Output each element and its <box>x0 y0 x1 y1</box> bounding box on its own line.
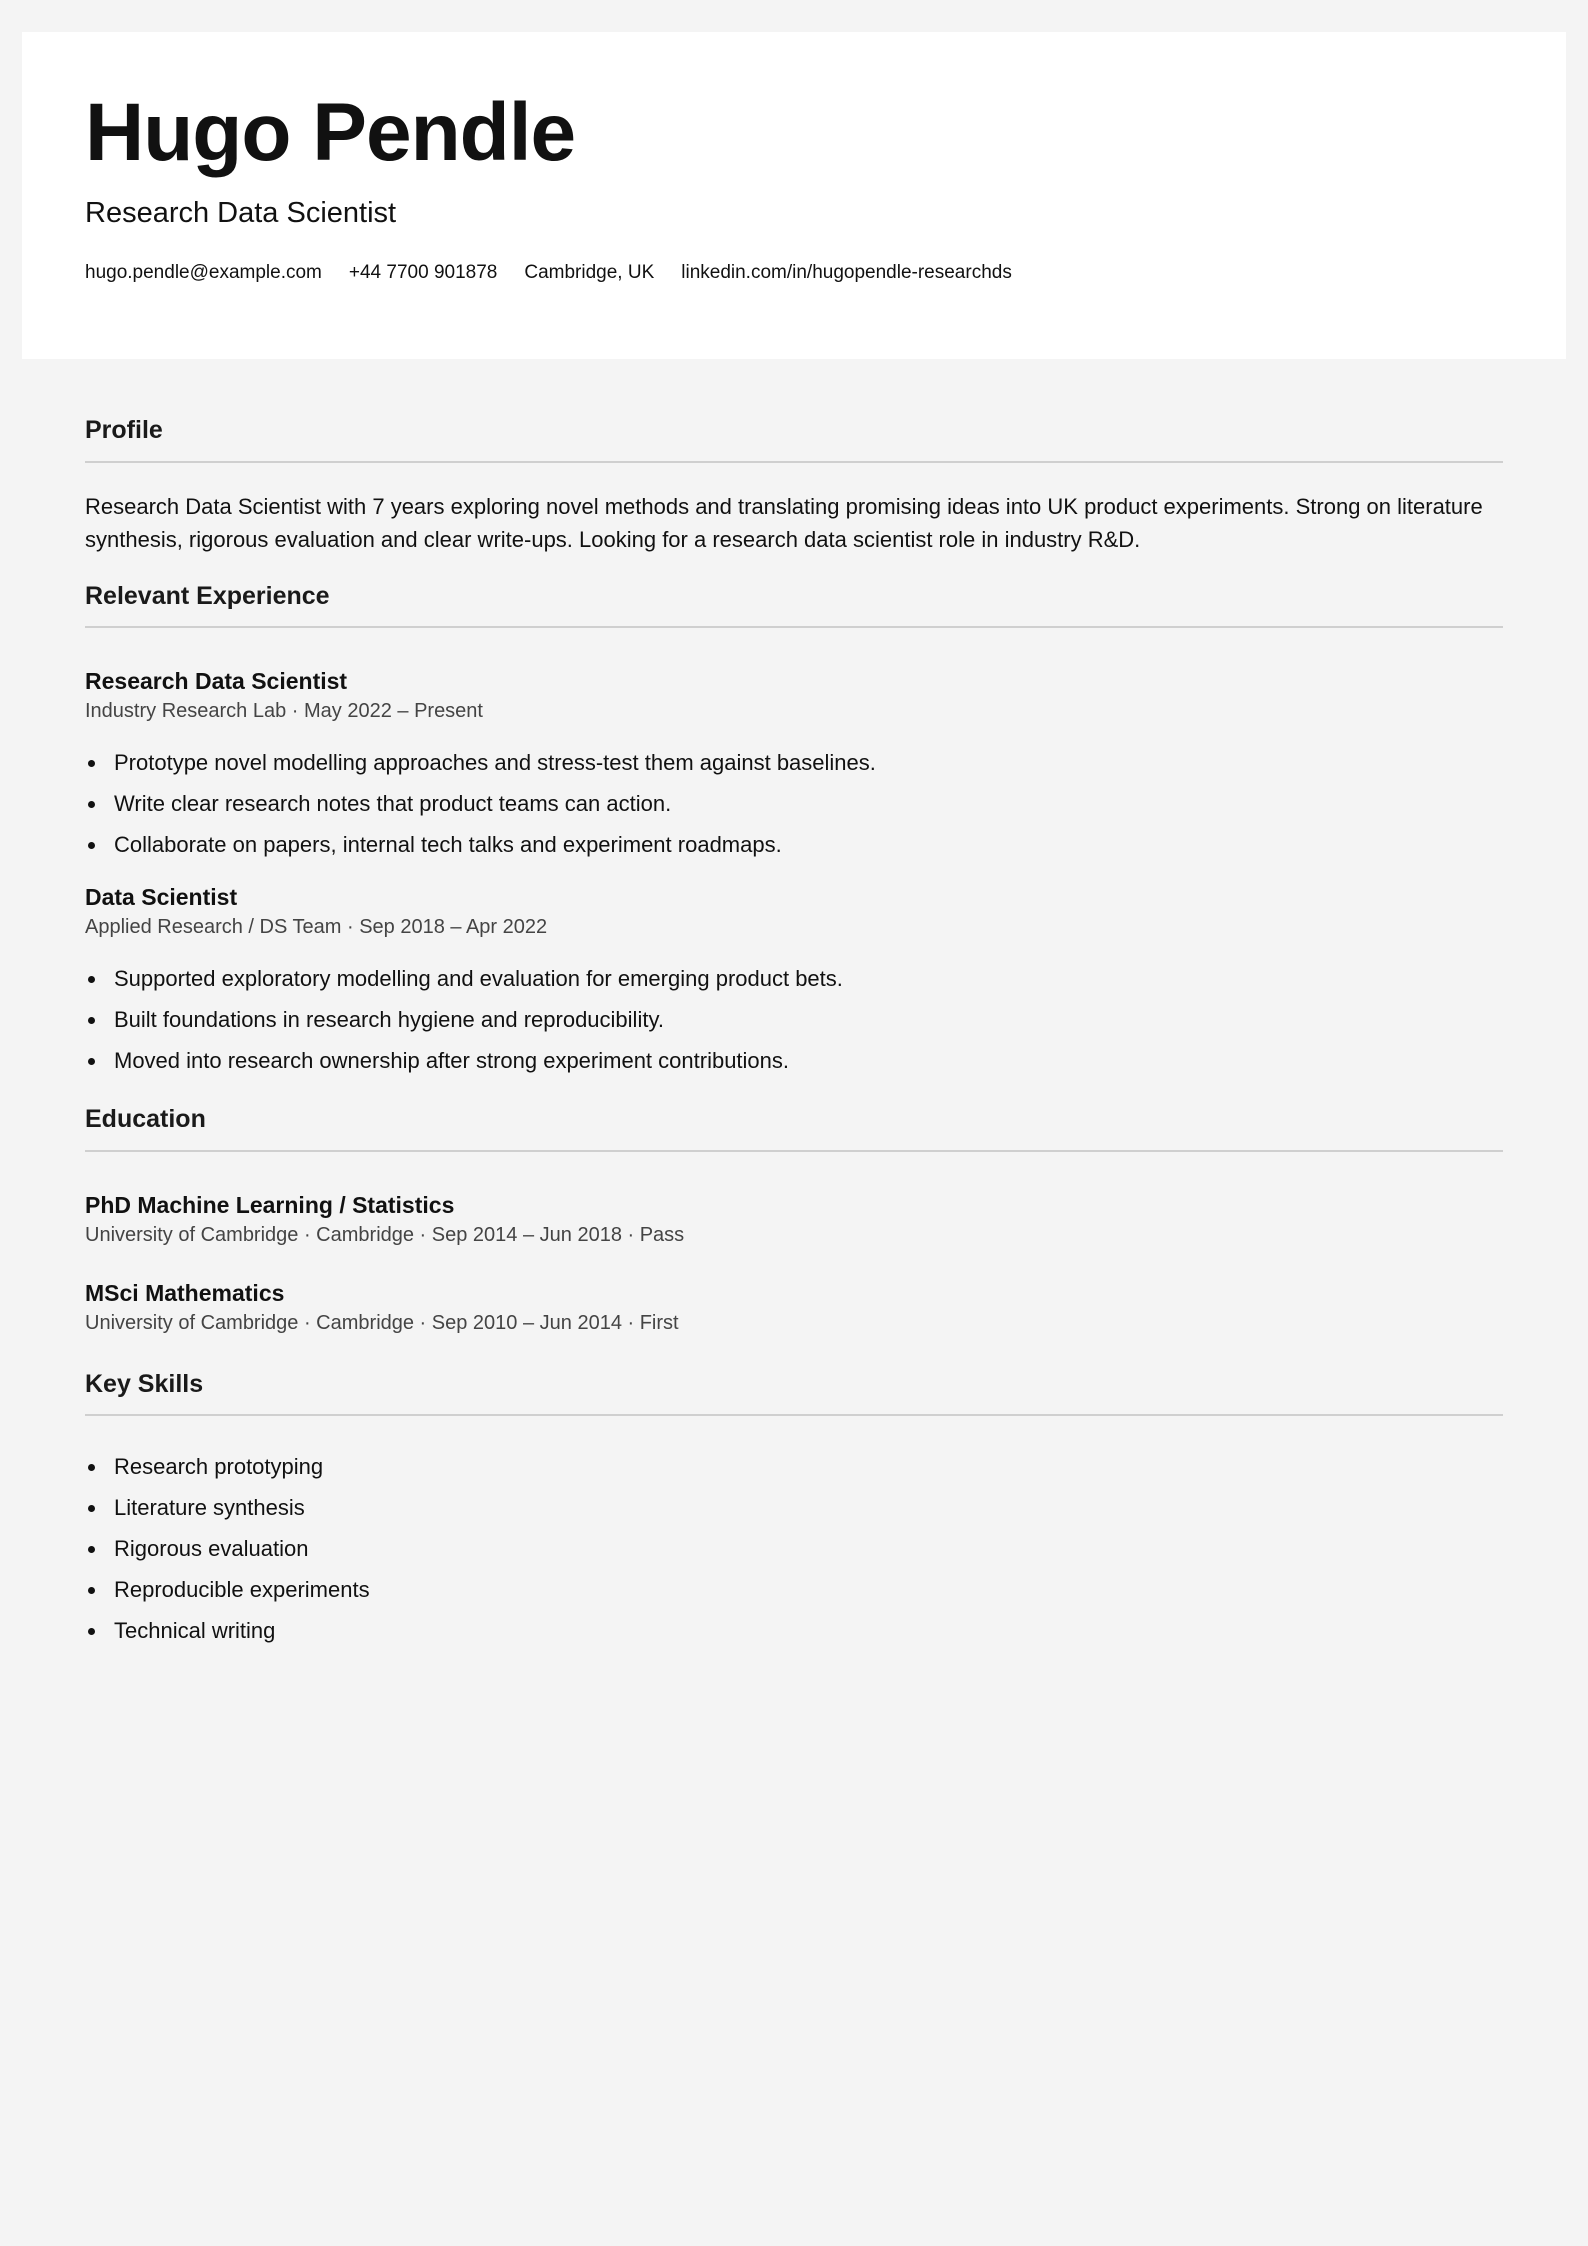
job-title: Research Data Scientist <box>85 668 348 694</box>
list-item <box>85 999 1503 1040</box>
section-divider <box>85 461 1503 463</box>
degree-title: PhD Machine Learning / Statistics <box>85 1191 455 1218</box>
bullet-dot <box>88 1505 95 1512</box>
bullet-text: Supported exploratory modelling and evaluation for emerging product bets. <box>114 966 843 991</box>
bullet-text: Built foundations in research hygiene and reproducibility. <box>114 1007 664 1032</box>
section-title-education: Education <box>85 1105 206 1133</box>
job-title: Data Scientist <box>85 884 238 910</box>
list-item <box>85 1528 1503 1569</box>
degree-meta: University of Cambridge · Cambridge · Sep 2014 – Jun 2018 · Pass <box>85 1223 685 1246</box>
list-item <box>85 1610 1503 1651</box>
section-divider <box>85 1150 1503 1152</box>
list-item <box>85 1040 1503 1081</box>
job-meta: Applied Research / DS Team · Sep 2018 – Apr 2022 <box>85 916 548 938</box>
bullet-text: Prototype novel modelling approaches and stress-test them against baselines. <box>114 750 876 775</box>
bullet-dot <box>88 1058 95 1065</box>
section-title-skills: Key Skills <box>85 1369 204 1398</box>
list-item <box>85 1487 1503 1528</box>
resume-body <box>85 414 1503 1651</box>
section-divider <box>85 1414 1503 1416</box>
list-item <box>85 742 1503 783</box>
bullet-text: Write clear research notes that product teams can action. <box>114 791 672 816</box>
job-bullets <box>85 958 1503 1081</box>
bullet-dot <box>88 1546 95 1553</box>
skills-list <box>85 1446 1503 1651</box>
contact-location: Cambridge, UK <box>524 262 655 283</box>
job-meta: Industry Research Lab · May 2022 – Present <box>85 700 483 722</box>
candidate-name: Hugo Pendle <box>85 87 576 178</box>
candidate-role: Research Data Scientist <box>85 197 397 229</box>
bullet-dot <box>88 1017 95 1024</box>
bullet-dot <box>88 976 95 983</box>
bullet-dot <box>88 1464 95 1471</box>
experience-entry <box>85 666 1503 865</box>
resume-header <box>22 32 1566 359</box>
profile-summary: Research Data Scientist with 7 years exploring novel methods and translating promising ideas into UK product experiments. Strong on literature synthesis, rigorous evaluation and clear write-ups. Looking for a research data scientist role in industry R&D. <box>85 493 1483 552</box>
education-section <box>85 1103 1503 1338</box>
experience-section <box>85 580 1503 1082</box>
skill-text: Technical writing <box>114 1618 276 1643</box>
job-bullets <box>85 742 1503 865</box>
bullet-dot <box>88 1587 95 1594</box>
list-item <box>85 1569 1503 1610</box>
skill-text: Literature synthesis <box>114 1495 305 1520</box>
degree-title: MSci Mathematics <box>85 1279 285 1306</box>
skill-text: Reproducible experiments <box>114 1577 370 1602</box>
section-title-experience: Relevant Experience <box>85 581 330 610</box>
section-title-profile: Profile <box>85 416 163 444</box>
contact-linkedin[interactable]: linkedin.com/in/hugopendle-researchds <box>681 262 1012 283</box>
list-item <box>85 783 1503 824</box>
contact-bar <box>85 261 1012 286</box>
contact-phone[interactable]: +44 7700 901878 <box>348 262 498 283</box>
degree-meta: University of Cambridge · Cambridge · Sep 2010 – Jun 2014 · First <box>85 1311 679 1334</box>
bullet-dot <box>88 842 95 849</box>
skills-section <box>85 1368 1503 1652</box>
skill-text: Research prototyping <box>114 1454 324 1479</box>
section-divider <box>85 626 1503 628</box>
skill-text: Rigorous evaluation <box>114 1536 309 1561</box>
bullet-dot <box>88 801 95 808</box>
bullet-dot <box>88 760 95 767</box>
bullet-dot <box>88 1628 95 1635</box>
education-entry <box>85 1190 1503 1250</box>
education-entry <box>85 1278 1503 1338</box>
list-item <box>85 1446 1503 1487</box>
profile-section <box>85 414 1503 556</box>
contact-email[interactable]: hugo.pendle@example.com <box>85 262 322 283</box>
list-item <box>85 958 1503 999</box>
list-item <box>85 824 1503 865</box>
experience-entry <box>85 882 1503 1081</box>
bullet-text: Moved into research ownership after strong experiment contributions. <box>114 1048 790 1073</box>
bullet-text: Collaborate on papers, internal tech talks and experiment roadmaps. <box>114 832 782 857</box>
